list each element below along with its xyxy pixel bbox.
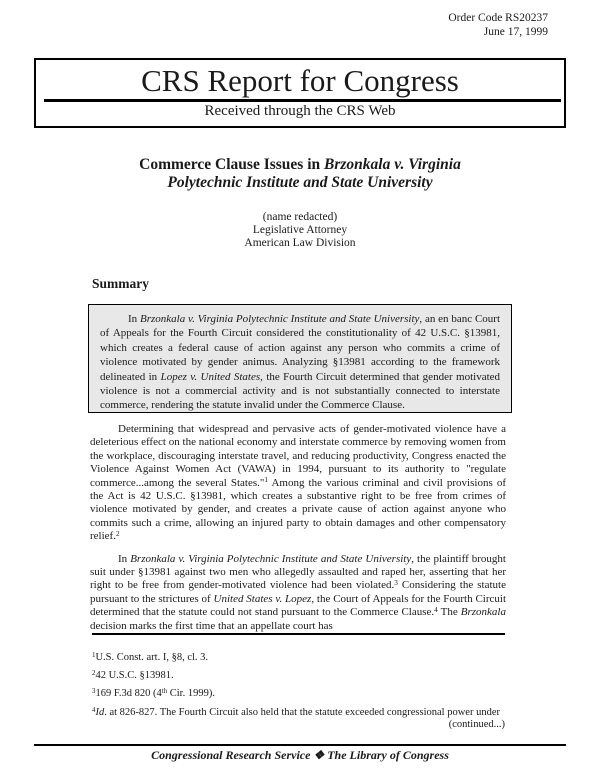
summary-box (88, 304, 512, 413)
author-division: American Law Division (244, 237, 356, 249)
masthead-box (34, 58, 566, 128)
body-paragraph-1: Determining that widespread and pervasive acts of gender-motivated violence have a deleterious effect on the national economy and interstate commerce by removing women from the workplace, discouraging interstate travel, and reducing productivity, Congress enacted the Violence Against Women Act (VAWA) in 1994, pursuant to its authority to "regulate commerce...among the several States."$^1$ Among the various criminal and civil provisions of the Act is 42 U.S.C. §13981, which creates a substantive right to be free from crimes of violence motivated by gender, and creates a private cause of action against anyone who commits such a crime, allowing an injured party to obtain damages and other compensatory relief.$^2$ (90, 423, 506, 543)
masthead-divider-rule (44, 99, 561, 102)
footer-imprint: Congressional Research Service ❖ The Library of Congress (151, 748, 449, 762)
footnote-separator-rule (92, 633, 505, 635)
footer-rule (34, 744, 566, 746)
report-title (0, 156, 600, 192)
author-name: (name redacted) (262, 211, 338, 223)
masthead-subtitle: Received through the CRS Web (204, 103, 396, 119)
author-role: Legislative Attorney (252, 224, 348, 236)
order-code-text: Order Code RS20237 (448, 12, 548, 24)
order-code-block (448, 12, 548, 39)
footnote-continued-note: (continued...) (448, 718, 505, 730)
summary-heading: Summary (92, 276, 149, 291)
report-title-line1: Commerce Clause Issues in Brzonkala v. Virginia (139, 156, 461, 173)
body-text (90, 423, 506, 642)
byline-block (0, 211, 600, 250)
footnote-3: $^3$169 F.3d 820 (4th Cir. 1999). (92, 688, 215, 700)
report-date: June 17, 1999 (483, 25, 548, 38)
report-title-line2: Polytechnic Institute and State University (167, 174, 433, 191)
summary-paragraph: In Brzonkala v. Virginia Polytechnic Institute and State University, an en banc Court of Appeals for the Fourth Circuit considered the constitutionality of 42 U.S.C. §13981, which creates a federal cause of action against any person who commits a crime of violence motivated by gender animus. Analyzing §13981 according to the framework delineated in Lopez v. United States, the Fourth Circuit determined that gender motivated violence is not a commercial activity and is not substantially connected to interstate commerce, rendering the statute invalid under the Commerce Clause. (100, 313, 501, 412)
footnote-1: $^1$U.S. Const. art. I, §8, cl. 3. (92, 651, 209, 663)
footnotes-block (92, 646, 505, 731)
footnote-2: $^2$42 U.S.C. §13981. (92, 670, 174, 682)
footnote-4: $^4$Id. at 826-827. The Fourth Circuit also held that the statute exceeded congressional power under (92, 706, 500, 718)
masthead-title: CRS Report for Congress (141, 63, 459, 98)
body-paragraph-2: In Brzonkala v. Virginia Polytechnic Institute and State University, the plaintiff brought suit under §13981 against two men who allegedly assaulted and raped her, asserting that her right to be free from gender-motivated violence had been violated.$^3$ Considering the statute pursuant to the strictures of United States v. Lopez, the Court of Appeals for the Fourth Circuit determined that the statute could not stand pursuant to the Commerce Clause.$^4$ The Brzonkala decision marks the first time that an appellate court has (90, 552, 506, 632)
